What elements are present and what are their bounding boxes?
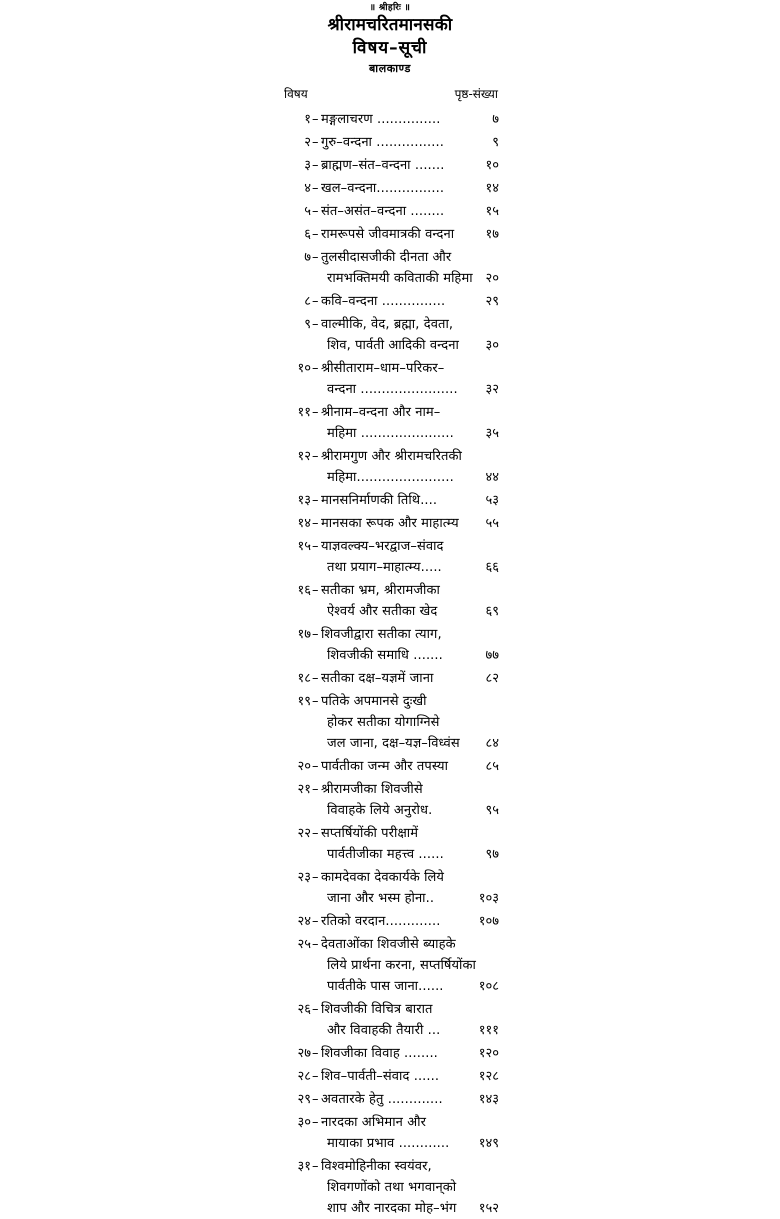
- toc-entry-dash: –: [312, 826, 319, 841]
- toc-entry-page-number: ३२: [485, 382, 499, 397]
- toc-entry-page-number: १११: [478, 1023, 499, 1038]
- toc-entry-dash: –: [312, 135, 319, 150]
- toc-entry-page-number: ५५: [485, 516, 499, 531]
- toc-entry-dash: –: [312, 759, 319, 774]
- toc-entry-line: [281, 423, 499, 444]
- toc-entry-line: [281, 976, 499, 997]
- toc-entry-number: २६: [297, 1002, 311, 1017]
- toc-entry-dash: –: [312, 405, 319, 420]
- toc-entry-title: ऐश्वर्य और सतीका खेद: [327, 604, 438, 619]
- toc-entry[interactable]: [281, 779, 499, 821]
- toc-entry-line: [281, 601, 499, 622]
- toc-entry-line: [281, 109, 499, 130]
- toc-entry[interactable]: [281, 291, 499, 312]
- toc-entry-line: [281, 1133, 499, 1154]
- toc-entry-dash: –: [312, 204, 319, 219]
- toc-entry-number: १५: [297, 539, 311, 554]
- toc-entry[interactable]: [281, 999, 499, 1041]
- toc-entry-title: श्रीसीताराम–धाम–परिकर–: [321, 361, 445, 376]
- toc-entry-title: विवाहके लिये अनुरोध.: [327, 803, 433, 818]
- toc-entry-line: [281, 867, 499, 888]
- toc-entry-dash: –: [312, 583, 319, 598]
- toc-entry-number: ३: [304, 158, 311, 173]
- table-of-contents: [281, 109, 499, 1219]
- toc-entry-dash: –: [312, 158, 319, 173]
- toc-entry-number: ११: [297, 405, 311, 420]
- toc-entry-dash: –: [312, 1002, 319, 1017]
- toc-entry-title: जाना और भस्म होना..: [327, 891, 435, 906]
- toc-entry-title: जल जाना, दक्ष–यज्ञ–विध्वंस: [327, 736, 460, 751]
- toc-entry-page-number: ३०: [485, 338, 499, 353]
- toc-entry[interactable]: [281, 201, 499, 222]
- toc-entry-title: तथा प्रयाग–माहात्म्य.....: [327, 560, 442, 575]
- toc-entry-title: कवि–वन्दना ...............: [321, 294, 446, 309]
- toc-entry-title: शिवजीद्वारा सतीका त्याग,: [321, 627, 442, 642]
- toc-entry-dash: –: [312, 870, 319, 885]
- toc-entry-number: २०: [297, 759, 311, 774]
- toc-entry-line: [281, 1066, 499, 1087]
- toc-entry-page-number: ६६: [485, 560, 499, 575]
- toc-entry-page-number: १०: [485, 158, 499, 173]
- toc-entry-line: [281, 1177, 499, 1198]
- toc-entry-number: १: [304, 112, 311, 127]
- toc-entry-dash: –: [312, 1159, 319, 1174]
- toc-entry-title: शिवजीकी समाधि .......: [327, 648, 443, 663]
- toc-entry-page-number: ७७: [485, 648, 499, 663]
- toc-entry[interactable]: [281, 1112, 499, 1154]
- toc-entry-page-number: ९५: [485, 803, 499, 818]
- toc-entry-page-number: १२०: [478, 1046, 499, 1061]
- toc-entry-line: [281, 132, 499, 153]
- toc-entry-line: [281, 1089, 499, 1110]
- toc-entry[interactable]: [281, 1066, 499, 1087]
- kanda-title: बालकाण्ड: [369, 62, 411, 75]
- toc-entry-line: [281, 379, 499, 400]
- toc-entry[interactable]: [281, 823, 499, 865]
- toc-entry-number: ६: [304, 227, 311, 242]
- toc-entry-title: अवतारके हेतु .............: [321, 1092, 443, 1107]
- toc-entry-title: शिव, पार्वती आदिकी वन्दना: [327, 338, 459, 353]
- toc-entry-dash: –: [312, 539, 319, 554]
- toc-entry[interactable]: [281, 314, 499, 356]
- toc-entry-title: खल–वन्दना................: [321, 181, 445, 196]
- toc-entry-line: [281, 823, 499, 844]
- toc-entry-title: देवताओंका शिवजीसे ब्याहके: [321, 937, 456, 952]
- toc-entry[interactable]: [281, 536, 499, 578]
- toc-entry-title: मानसनिर्माणकी तिथि....: [321, 493, 438, 508]
- toc-entry-line: [281, 800, 499, 821]
- invocation-line: ॥ श्रीहरिः ॥: [369, 3, 411, 13]
- toc-entry-line: [281, 557, 499, 578]
- toc-entry-line: [281, 844, 499, 865]
- toc-entry-dash: –: [312, 914, 319, 929]
- toc-entry[interactable]: [281, 756, 499, 777]
- toc-entry[interactable]: [281, 109, 499, 130]
- toc-entry[interactable]: [281, 867, 499, 909]
- toc-entry-line: [281, 1043, 499, 1064]
- toc-entry-page-number: ७: [492, 112, 499, 127]
- toc-entry-number: १७: [297, 627, 311, 642]
- toc-entry-line: [281, 888, 499, 909]
- toc-entry-line: [281, 291, 499, 312]
- toc-entry-line: [281, 1112, 499, 1133]
- toc-entry-line: [281, 513, 499, 534]
- toc-entry-title: महिमा ......................: [327, 426, 454, 441]
- toc-entry-number: २५: [297, 937, 311, 952]
- toc-entry-number: ४: [304, 181, 311, 196]
- toc-entry-page-number: ८४: [485, 736, 499, 751]
- toc-entry-number: ७: [304, 250, 311, 265]
- toc-entry-dash: –: [312, 493, 319, 508]
- toc-entry[interactable]: [281, 1156, 499, 1219]
- toc-entry-line: [281, 402, 499, 423]
- toc-entry-title: लिये प्रार्थना करना, सप्तर्षियोंका: [327, 958, 476, 973]
- toc-entry-line: [281, 247, 499, 268]
- toc-entry[interactable]: [281, 446, 499, 488]
- toc-entry-dash: –: [312, 250, 319, 265]
- toc-entry-page-number: १४९: [478, 1136, 499, 1151]
- toc-entry-line: [281, 668, 499, 689]
- toc-entry-dash: –: [312, 361, 319, 376]
- toc-entry-title: और विवाहकी तैयारी ...: [327, 1023, 441, 1038]
- toc-entry-title: ब्राह्मण–संत–वन्दना .......: [321, 158, 445, 173]
- toc-entry-number: २७: [297, 1046, 311, 1061]
- toc-entry-page-number: २०: [485, 271, 499, 286]
- toc-entry-page-number: १०३: [478, 891, 499, 906]
- toc-entry-page-number: १२८: [478, 1069, 499, 1084]
- column-headers: [284, 85, 496, 103]
- toc-entry-line: [281, 155, 499, 176]
- toc-entry-title: पतिके अपमानसे दुःखी: [321, 694, 427, 709]
- toc-entry-title: शिवजीका विवाह ........: [321, 1046, 438, 1061]
- toc-entry-title: श्रीनाम–वन्दना और नाम–: [321, 405, 441, 420]
- toc-entry-line: [281, 314, 499, 335]
- toc-entry-line: [281, 536, 499, 557]
- toc-entry-number: १३: [297, 493, 311, 508]
- toc-entry-line: [281, 358, 499, 379]
- toc-entry[interactable]: [281, 513, 499, 534]
- toc-entry[interactable]: [281, 224, 499, 245]
- toc-entry-page-number: ५३: [485, 493, 499, 508]
- toc-entry-line: [281, 1156, 499, 1177]
- toc-entry-line: [281, 178, 499, 199]
- toc-entry[interactable]: [281, 691, 499, 754]
- toc-entry-dash: –: [312, 294, 319, 309]
- toc-entry-line: [281, 691, 499, 712]
- toc-entry-line: [281, 467, 499, 488]
- toc-entry-title: सतीका दक्ष–यज्ञमें जाना: [321, 671, 434, 686]
- toc-entry-page-number: ४४: [485, 470, 499, 485]
- toc-entry-title: नारदका अभिमान और: [321, 1115, 427, 1130]
- toc-entry-page-number: ८२: [485, 671, 499, 686]
- toc-entry-dash: –: [312, 782, 319, 797]
- toc-entry-line: [281, 624, 499, 645]
- toc-entry-dash: –: [312, 627, 319, 642]
- toc-entry[interactable]: [281, 490, 499, 511]
- toc-entry-dash: –: [312, 1092, 319, 1107]
- toc-entry-title: रामभक्तिमयी कविताकी महिमा: [327, 271, 473, 286]
- toc-entry-title: तुलसीदासजीकी दीनता और: [321, 250, 452, 265]
- toc-entry-page-number: ९७: [485, 847, 499, 862]
- toc-entry-title: शिवगणोंको तथा भगवान्‌को: [327, 1180, 457, 1195]
- toc-entry-dash: –: [312, 181, 319, 196]
- toc-entry-title: श्रीरामजीका शिवजीसे: [321, 782, 423, 797]
- toc-entry-line: [281, 756, 499, 777]
- toc-entry-title: पार्वतीके पास जाना......: [327, 979, 444, 994]
- toc-entry-number: ८: [304, 294, 311, 309]
- toc-entry-line: [281, 779, 499, 800]
- toc-entry-title: गुरु–वन्दना ................: [321, 135, 444, 150]
- toc-entry-number: १९: [297, 694, 311, 709]
- toc-entry-title: शाप और नारदका मोह–भंग: [327, 1201, 457, 1216]
- toc-entry-number: २३: [297, 870, 311, 885]
- toc-entry-dash: –: [312, 694, 319, 709]
- toc-entry-dash: –: [312, 1115, 319, 1130]
- toc-entry-title: संत–असंत–वन्दना ........: [321, 204, 445, 219]
- toc-entry-line: [281, 733, 499, 754]
- toc-entry[interactable]: [281, 178, 499, 199]
- toc-entry-page-number: ८५: [485, 759, 499, 774]
- toc-entry-page-number: १५: [485, 204, 499, 219]
- toc-entry-number: २१: [297, 782, 311, 797]
- toc-entry-line: [281, 645, 499, 666]
- toc-entry-dash: –: [312, 449, 319, 464]
- toc-entry-title: कामदेवका देवकार्यके लिये: [321, 870, 444, 885]
- document-title: विषय–सूची: [352, 38, 428, 58]
- toc-entry-number: २४: [297, 914, 311, 929]
- toc-entry-line: [281, 268, 499, 289]
- toc-entry[interactable]: [281, 132, 499, 153]
- toc-entry-title: होकर सतीका योगाग्निसे: [327, 715, 440, 730]
- toc-entry-title: शिव–पार्वती–संवाद ......: [321, 1069, 440, 1084]
- toc-entry-dash: –: [312, 516, 319, 531]
- toc-entry-line: [281, 1198, 499, 1219]
- subject-column-header: विषय: [284, 87, 308, 101]
- toc-entry-title: रामरूपसे जीवमात्रकी वन्दना: [321, 227, 455, 242]
- page-column-header: पृष्ठ-संख्या: [454, 87, 498, 101]
- toc-entry-dash: –: [312, 937, 319, 952]
- toc-entry-number: ५: [304, 204, 311, 219]
- toc-entry-page-number: १०८: [478, 979, 499, 994]
- toc-entry-line: [281, 712, 499, 733]
- toc-entry-line: [281, 335, 499, 356]
- toc-entry-page-number: ९: [492, 135, 499, 150]
- toc-entry-title: मङ्गलाचरण ...............: [321, 112, 441, 127]
- toc-entry-title: मानसका रूपक और माहात्म्य: [321, 516, 459, 531]
- toc-entry-title: याज्ञवल्क्य–भरद्वाज–संवाद: [321, 539, 444, 554]
- toc-entry-title: मायाका प्रभाव ............: [327, 1136, 450, 1151]
- toc-entry-line: [281, 955, 499, 976]
- toc-entry[interactable]: [281, 155, 499, 176]
- toc-entry-title: सतीका भ्रम, श्रीरामजीका: [321, 583, 440, 598]
- toc-entry-number: २२: [297, 826, 311, 841]
- toc-entry-title: विश्वमोहिनीका स्वयंवर,: [321, 1159, 432, 1174]
- toc-entry-number: १८: [297, 671, 311, 686]
- toc-entry[interactable]: [281, 1043, 499, 1064]
- toc-entry-title: महिमा.......................: [327, 470, 454, 485]
- toc-entry[interactable]: [281, 668, 499, 689]
- toc-entry-title: पार्वतीजीका महत्त्व ......: [327, 847, 444, 862]
- toc-entry-title: श्रीरामगुण और श्रीरामचरितकी: [321, 449, 462, 464]
- toc-entry-dash: –: [312, 671, 319, 686]
- toc-entry-number: २: [304, 135, 311, 150]
- toc-entry[interactable]: [281, 358, 499, 400]
- toc-entry-title: पार्वतीका जन्म और तपस्या: [321, 759, 449, 774]
- toc-entry[interactable]: [281, 580, 499, 622]
- toc-entry-number: १०: [297, 361, 311, 376]
- toc-entry-line: [281, 999, 499, 1020]
- toc-entry[interactable]: [281, 1089, 499, 1110]
- toc-entry-page-number: १७: [485, 227, 499, 242]
- toc-entry-title: वन्दना .......................: [327, 382, 458, 397]
- toc-entry-number: २८: [297, 1069, 311, 1084]
- toc-entry-page-number: १४३: [478, 1092, 499, 1107]
- toc-entry-title: रतिको वरदान.............: [321, 914, 441, 929]
- toc-entry-number: १४: [297, 516, 311, 531]
- toc-entry[interactable]: [281, 402, 499, 444]
- toc-entry-line: [281, 201, 499, 222]
- toc-entry-line: [281, 580, 499, 601]
- toc-entry-number: ३१: [297, 1159, 311, 1174]
- toc-entry-dash: –: [312, 1046, 319, 1061]
- toc-entry-number: २९: [297, 1092, 311, 1107]
- toc-entry-dash: –: [312, 227, 319, 242]
- toc-entry-dash: –: [312, 112, 319, 127]
- toc-entry[interactable]: [281, 911, 499, 932]
- toc-entry-dash: –: [312, 317, 319, 332]
- toc-entry-line: [281, 1020, 499, 1041]
- toc-entry-page-number: ३५: [485, 426, 499, 441]
- toc-entry-title: शिवजीकी विचित्र बारात: [321, 1002, 433, 1017]
- toc-entry-line: [281, 224, 499, 245]
- toc-entry-number: १२: [297, 449, 311, 464]
- toc-entry-page-number: ६९: [485, 604, 499, 619]
- toc-entry-title: सप्तर्षियोंकी परीक्षामें: [321, 826, 419, 841]
- toc-entry-number: १६: [297, 583, 311, 598]
- toc-entry-line: [281, 490, 499, 511]
- toc-entry-number: ३०: [297, 1115, 311, 1130]
- toc-entry-page-number: २९: [485, 294, 499, 309]
- toc-entry-page-number: १०७: [478, 914, 499, 929]
- toc-entry[interactable]: [281, 247, 499, 289]
- toc-entry-page-number: १४: [485, 181, 499, 196]
- toc-entry-page-number: १५२: [478, 1201, 499, 1216]
- masthead: [0, 0, 780, 76]
- toc-entry-number: ९: [304, 317, 311, 332]
- toc-entry-line: [281, 911, 499, 932]
- toc-entry[interactable]: [281, 624, 499, 666]
- toc-entry-line: [281, 934, 499, 955]
- toc-entry-line: [281, 446, 499, 467]
- toc-entry-title: वाल्मीकि, वेद, ब्रह्मा, देवता,: [321, 317, 454, 332]
- toc-entry-dash: –: [312, 1069, 319, 1084]
- toc-entry[interactable]: [281, 934, 499, 997]
- book-title: श्रीरामचरितमानसकी: [327, 15, 453, 35]
